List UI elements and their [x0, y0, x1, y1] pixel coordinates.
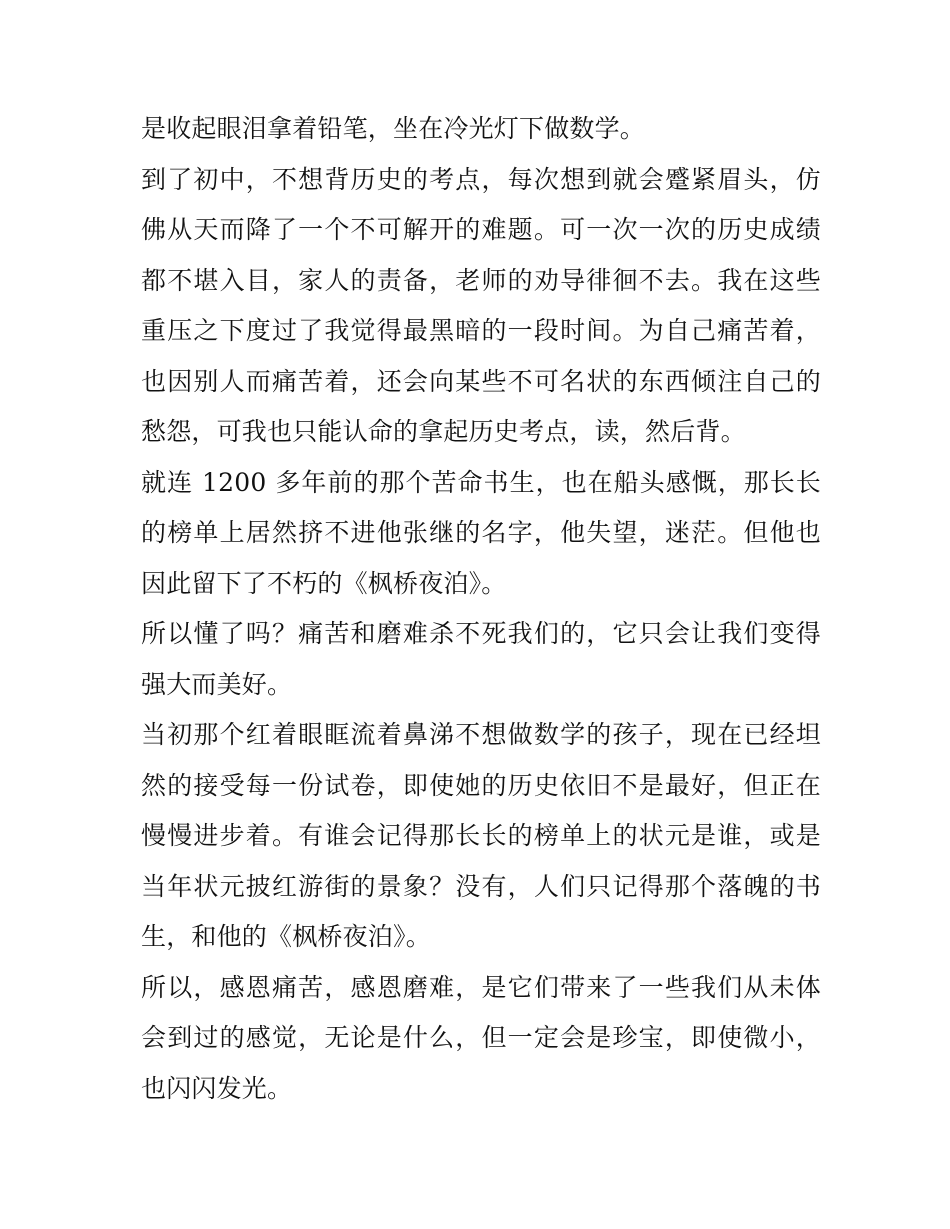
paragraph: 所以，感恩痛苦，感恩磨难，是它们带来了一些我们从未体会到过的感觉，无论是什么，但一定会是珍宝，即使微小，也闪闪发光。	[141, 972, 821, 1103]
document-body	[141, 104, 821, 1114]
paragraph: 所以懂了吗？痛苦和磨难杀不死我们的，它只会让我们变得强大而美好。	[141, 619, 821, 699]
paragraph: 当初那个红着眼眶流着鼻涕不想做数学的孩子，现在已经坦然的接受每一份试卷，即使她的历史依旧不是最好，但正在慢慢进步着。有谁会记得那长长的榜单上的状元是谁，或是当年状元披红游街的景象？没有，人们只记得那个落魄的书生，和他的《枫桥夜泊》。	[141, 720, 821, 951]
paragraph: 就连 1200 多年前的那个苦命书生，也在船头感慨，那长长的榜单上居然挤不进他张继的名字，他失望，迷茫。但他也因此留下了不朽的《枫桥夜泊》。	[141, 467, 821, 598]
paragraph: 是收起眼泪拿着铅笔，坐在冷光灯下做数学。	[141, 114, 646, 143]
paragraph: 到了初中，不想背历史的考点，每次想到就会蹙紧眉头，仿佛从天而降了一个不可解开的难题。可一次一次的历史成绩都不堪入目，家人的责备，老师的劝导徘徊不去。我在这些重压之下度过了我觉得最黑暗的一段时间。为自己痛苦着，也因别人而痛苦着，还会向某些不可名状的东西倾注自己的愁怨，可我也只能认命的拿起历史考点，读，然后背。	[141, 164, 821, 446]
